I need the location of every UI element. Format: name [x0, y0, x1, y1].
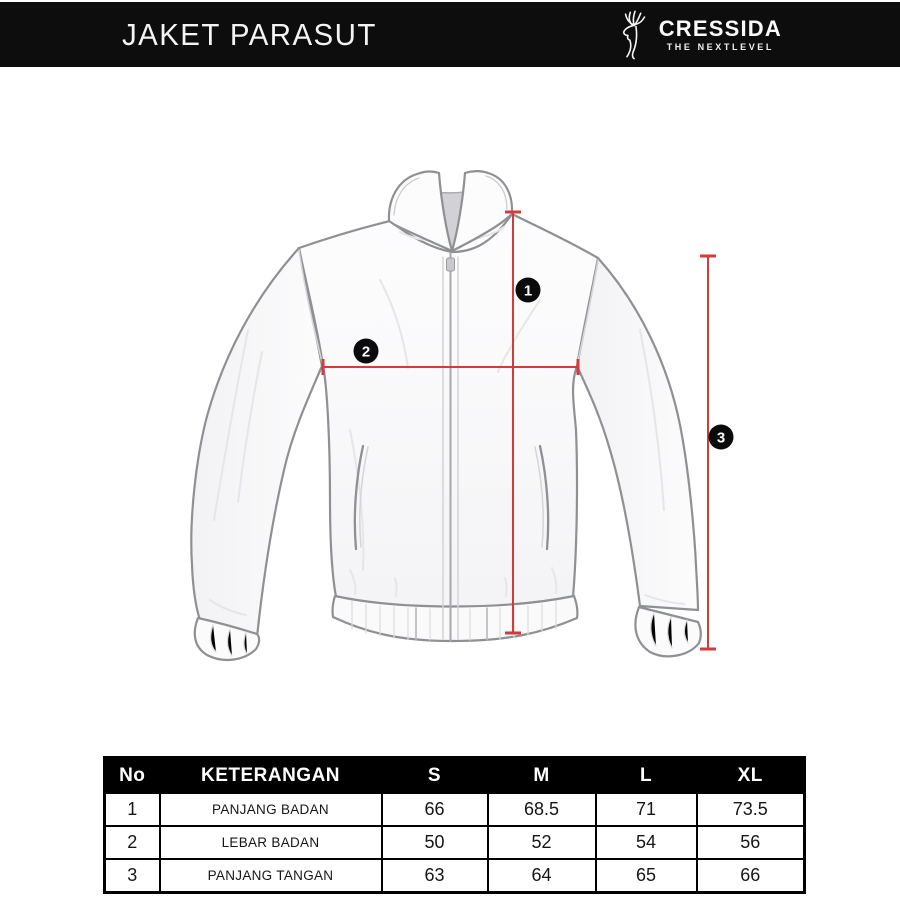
cell-xl: 66: [697, 859, 805, 893]
jacket-body: [299, 214, 598, 608]
col-header-m: M: [488, 758, 596, 794]
marker-2-label: 2: [361, 343, 371, 361]
marker-3-label: 3: [716, 429, 726, 447]
cell-keterangan: LEBAR BADAN: [160, 826, 382, 859]
cell-xl: 73.5: [697, 793, 805, 826]
col-header-keterangan: KETERANGAN: [160, 758, 382, 794]
cell-l: 65: [596, 859, 697, 893]
brand-tagline: THE NEXTLEVEL: [666, 42, 774, 53]
table-row-lebar-badan: [105, 826, 805, 859]
size-table: [103, 756, 806, 894]
cell-no: 3: [105, 859, 160, 893]
marker-1-label: 1: [523, 282, 533, 300]
jacket-illustration: [191, 171, 701, 660]
jacket-right-sleeve: [577, 258, 698, 610]
measurement-line-3: [700, 256, 716, 649]
jacket-left-sleeve: [191, 248, 322, 637]
col-header-s: S: [382, 758, 488, 794]
cell-no: 2: [105, 826, 160, 859]
cell-m: 52: [488, 826, 596, 859]
col-header-xl: XL: [697, 758, 805, 794]
measurement-marker-2: [354, 339, 379, 364]
cell-l: 71: [596, 793, 697, 826]
table-row-panjang-tangan: [105, 859, 805, 893]
brand-name: CRESSIDA: [658, 15, 782, 41]
col-header-l: L: [596, 758, 697, 794]
cell-s: 66: [382, 793, 488, 826]
cell-keterangan: PANJANG TANGAN: [160, 859, 382, 893]
cell-xl: 56: [697, 826, 805, 859]
cell-no: 1: [105, 793, 160, 826]
cell-s: 50: [382, 826, 488, 859]
table-row-panjang-badan: [105, 793, 805, 826]
measurement-marker-1: [516, 278, 541, 303]
measurement-marker-3: [709, 425, 734, 450]
cell-l: 54: [596, 826, 697, 859]
cell-keterangan: PANJANG BADAN: [160, 793, 382, 826]
cell-m: 64: [488, 859, 596, 893]
cell-m: 68.5: [488, 793, 596, 826]
col-header-no: No: [105, 758, 160, 794]
size-table-header-row: [105, 758, 805, 794]
cell-s: 63: [382, 859, 488, 893]
page-title: JAKET PARASUT: [122, 16, 377, 52]
